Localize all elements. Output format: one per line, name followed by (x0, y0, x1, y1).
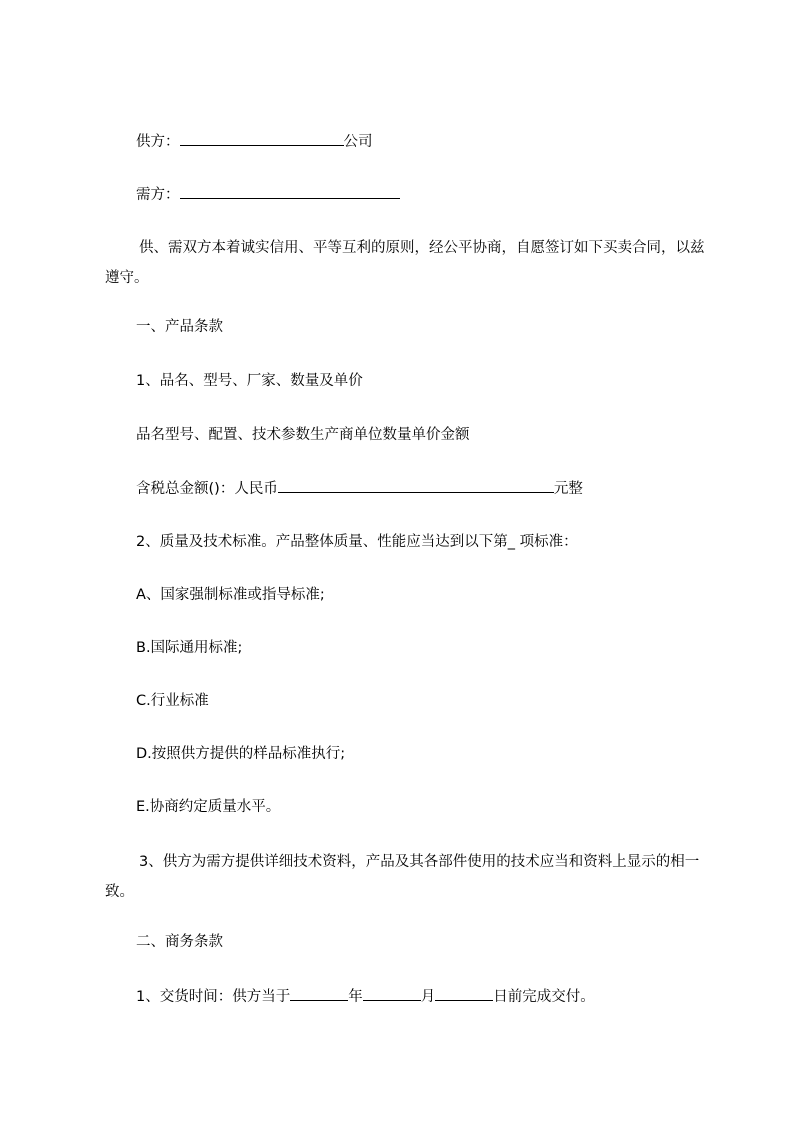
delivery-prefix: 1、交货时间：供方当于 (136, 989, 291, 1005)
supplier-blank[interactable] (180, 131, 344, 146)
intro-paragraph (105, 233, 705, 293)
buyer-line (136, 184, 400, 205)
delivery-line (136, 986, 595, 1007)
item2-title: 2、质量及技术标准。产品整体质量、性能应当达到以下第_ 项标准： (136, 534, 578, 550)
delivery-day-blank[interactable] (435, 986, 493, 1001)
total-amount-line (136, 478, 583, 499)
item3-text: 3、供方为需方提供详细技术资料，产品及其各部件使用的技术应当和资料上显示的相一致。 (105, 854, 700, 900)
total-suffix: 元整 (553, 481, 583, 497)
supplier-line (136, 131, 373, 152)
option-e: E.协商约定质量水平。 (136, 799, 281, 815)
item3-paragraph (105, 847, 705, 907)
supplier-suffix: 公司 (343, 134, 373, 150)
option-a: A、国家强制标准或指导标准; (136, 587, 325, 603)
intro-text: 供、需双方本着诚实信用、平等互利的原则，经公平协商，自愿签订如下买卖合同，以兹遵守。 (105, 240, 705, 286)
delivery-year-label: 年 (348, 989, 363, 1005)
buyer-blank[interactable] (180, 184, 400, 199)
option-d: D.按照供方提供的样品标准执行; (136, 746, 346, 762)
delivery-year-blank[interactable] (290, 986, 348, 1001)
option-b: B.国际通用标准; (136, 640, 243, 656)
item1-title: 1、品名、型号、厂家、数量及单价 (136, 373, 363, 389)
delivery-month-blank[interactable] (363, 986, 421, 1001)
option-c: C.行业标准 (136, 693, 209, 709)
section2-title: 二、商务条款 (136, 934, 223, 950)
delivery-month-label: 月 (420, 989, 436, 1005)
total-blank[interactable] (278, 478, 554, 493)
total-label: 含税总金额()：人民币 (136, 481, 278, 497)
item1-headers: 品名型号、配置、技术参数生产商单位数量单价金额 (136, 427, 470, 443)
buyer-label: 需方： (136, 187, 180, 203)
section1-title: 一、产品条款 (136, 319, 223, 335)
supplier-label: 供方： (136, 134, 180, 150)
delivery-suffix: 日前完成交付。 (493, 989, 595, 1005)
